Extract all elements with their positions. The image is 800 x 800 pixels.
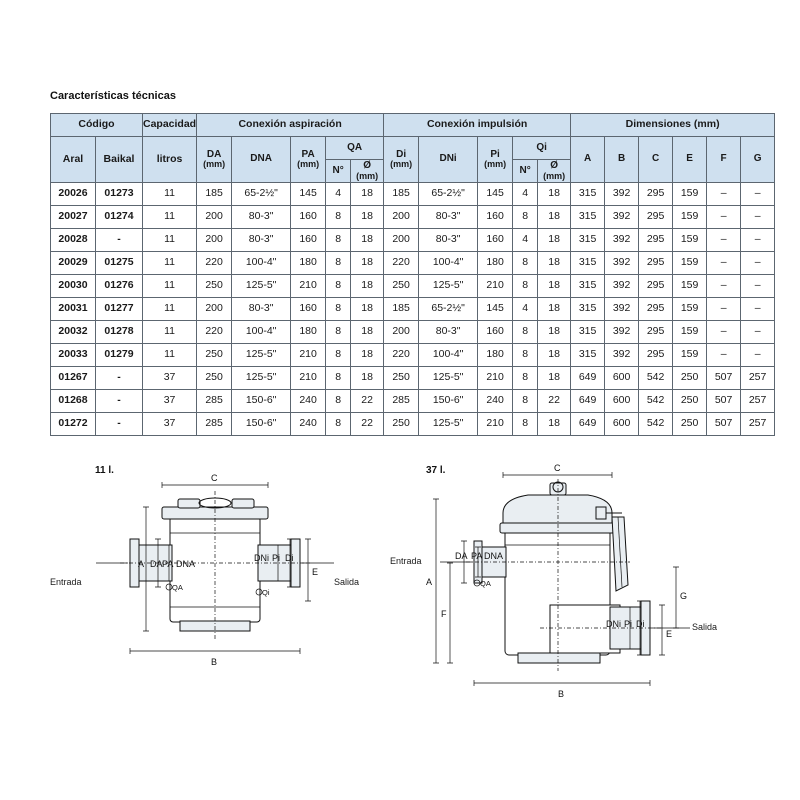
cell-aral: 01272 [51,413,96,436]
cell-dna: 80-3" [232,229,291,252]
cell-g: – [741,252,775,275]
cell-qin: 8 [513,344,538,367]
cell-qao: 22 [351,413,384,436]
cell-b: 392 [605,298,639,321]
figure-11l [50,455,390,685]
cell-b: 600 [605,413,639,436]
cell-qao: 18 [351,367,384,390]
cell-qan: 8 [326,344,351,367]
dim-b-left: B [211,657,218,667]
cell-dna: 80-3" [232,206,291,229]
cell-qin: 8 [513,275,538,298]
cell-b: 392 [605,275,639,298]
table-body [51,183,775,436]
cell-e: 250 [673,390,707,413]
cell-qin: 8 [513,206,538,229]
cell-qin: 8 [513,252,538,275]
cell-e: 250 [673,413,707,436]
header-dim-f: F [707,137,741,183]
cell-baikal: - [96,367,143,390]
cell-f: – [707,344,741,367]
cell-qao: 18 [351,183,384,206]
cell-e: 159 [673,321,707,344]
cell-dna: 150-6" [232,413,291,436]
cell-b: 392 [605,183,639,206]
cell-a: 649 [571,367,605,390]
dim-c-right: C [554,463,561,473]
cell-aral: 20028 [51,229,96,252]
cell-baikal: 01279 [96,344,143,367]
cell-qao: 18 [351,206,384,229]
cell-a: 315 [571,206,605,229]
cell-aral: 20029 [51,252,96,275]
figure-11l-caption: 11 l. [95,465,114,476]
dim-dni-right: DNi [606,619,621,629]
cell-c: 295 [639,183,673,206]
dim-g-right: G [680,591,688,601]
header-di [384,137,419,183]
cell-dna: 100-4" [232,252,291,275]
header-baikal: Baikal [96,137,143,183]
cell-dni: 80-3" [419,321,478,344]
cell-di: 250 [384,413,419,436]
cell-aral: 20032 [51,321,96,344]
figure-37l-caption: 37 l. [426,465,446,476]
dim-e-left: E [312,567,319,577]
cell-g: 257 [741,413,775,436]
cell-litros: 37 [143,390,197,413]
table-row [51,206,775,229]
cell-litros: 11 [143,298,197,321]
cell-dna: 125-5" [232,275,291,298]
cell-pi: 210 [478,275,513,298]
cell-c: 542 [639,390,673,413]
cell-f: 507 [707,390,741,413]
cell-c: 295 [639,252,673,275]
header-qa-diameter [351,160,384,183]
cell-litros: 37 [143,367,197,390]
cell-dni: 80-3" [419,206,478,229]
cell-c: 295 [639,229,673,252]
cell-dni: 125-5" [419,367,478,390]
dim-pa-right: PA [471,551,483,561]
dim-pi-right: Pi [624,619,633,629]
cell-pi: 210 [478,413,513,436]
cell-qao: 18 [351,252,384,275]
cell-qin: 8 [513,390,538,413]
dim-dna-left: DNA [176,559,196,569]
figure-37l [390,455,760,705]
header-conexion-impulsion: Conexión impulsión [384,114,571,137]
cell-pi: 160 [478,229,513,252]
cell-qan: 8 [326,206,351,229]
header-da [197,137,232,183]
cell-pa: 210 [291,275,326,298]
header-codigo: Código [51,114,143,137]
table-row [51,321,775,344]
cell-c: 542 [639,367,673,390]
cell-e: 159 [673,206,707,229]
cell-pi: 240 [478,390,513,413]
header-dni: DNi [419,137,478,183]
header-da-text: DA [206,148,222,160]
header-qa: QA [326,137,384,160]
cell-dni: 65-2½" [419,183,478,206]
cell-da: 250 [197,344,232,367]
table-row [51,275,775,298]
cell-a: 315 [571,298,605,321]
table-row [51,252,775,275]
cell-pi: 160 [478,321,513,344]
cell-g: – [741,298,775,321]
cell-pa: 210 [291,344,326,367]
cell-e: 159 [673,229,707,252]
dim-da-right: DA [455,551,468,561]
cell-qan: 8 [326,275,351,298]
cell-di: 220 [384,344,419,367]
cell-di: 185 [384,183,419,206]
cell-a: 315 [571,344,605,367]
cell-litros: 11 [143,229,197,252]
header-qi: Qi [513,137,571,160]
header-dim-c: C [639,137,673,183]
cell-pa: 160 [291,206,326,229]
cell-a: 315 [571,321,605,344]
dim-a-left: A [138,559,145,569]
cell-pi: 160 [478,206,513,229]
dim-f-right: F [441,609,447,619]
cell-da: 285 [197,390,232,413]
cell-baikal: 01277 [96,298,143,321]
cell-a: 649 [571,390,605,413]
cell-pa: 160 [291,298,326,321]
cell-da: 250 [197,367,232,390]
cell-pa: 240 [291,413,326,436]
cell-dni: 65-2½" [419,298,478,321]
cell-pa: 210 [291,367,326,390]
cell-g: 257 [741,390,775,413]
cell-qio: 18 [538,367,571,390]
figure-37l-inlet-label: Entrada [390,556,422,566]
cell-baikal: 01275 [96,252,143,275]
cell-g: 257 [741,367,775,390]
cell-a: 315 [571,229,605,252]
cell-qio: 18 [538,275,571,298]
figure-11l-inlet-label: Entrada [50,577,82,587]
cell-qin: 8 [513,321,538,344]
header-dimensiones: Dimensiones (mm) [571,114,775,137]
table-row [51,298,775,321]
cell-g: – [741,321,775,344]
cell-aral: 20031 [51,298,96,321]
cell-di: 285 [384,390,419,413]
cell-a: 315 [571,183,605,206]
cell-litros: 11 [143,206,197,229]
cell-g: – [741,206,775,229]
cell-dna: 65-2½" [232,183,291,206]
cell-aral: 01268 [51,390,96,413]
dim-dna-right: DNA [484,551,504,561]
header-qi-diameter-unit: (mm) [543,170,566,181]
header-conexion-aspiracion: Conexión aspiración [197,114,384,137]
cell-f: – [707,206,741,229]
cell-pa: 160 [291,229,326,252]
header-pi-text: Pi [490,148,500,160]
cell-pa: 180 [291,321,326,344]
cell-pi: 180 [478,252,513,275]
cell-litros: 11 [143,252,197,275]
cell-aral: 20027 [51,206,96,229]
cell-e: 159 [673,275,707,298]
table-row [51,390,775,413]
header-pa [291,137,326,183]
cell-b: 392 [605,206,639,229]
table-row [51,413,775,436]
cell-c: 295 [639,344,673,367]
cell-f: – [707,252,741,275]
cell-f: – [707,275,741,298]
cell-baikal: - [96,229,143,252]
cell-qio: 18 [538,298,571,321]
cell-f: 507 [707,413,741,436]
cell-a: 315 [571,275,605,298]
cell-f: 507 [707,367,741,390]
page-title: Características técnicas [50,90,176,102]
technical-specs-table [50,113,775,436]
cell-baikal: 01273 [96,183,143,206]
cell-e: 159 [673,252,707,275]
cell-pi: 145 [478,298,513,321]
cell-dni: 125-5" [419,275,478,298]
figure-37l-outlet-label: Salida [692,622,718,632]
cell-g: – [741,183,775,206]
cell-qao: 18 [351,229,384,252]
header-pa-unit: (mm) [297,159,320,170]
dim-di-left: Di [285,553,294,563]
header-di-text: Di [396,148,407,160]
header-da-unit: (mm) [203,159,226,170]
cell-f: – [707,298,741,321]
cell-qin: 8 [513,367,538,390]
cell-c: 295 [639,275,673,298]
cell-litros: 11 [143,183,197,206]
cell-qan: 8 [326,298,351,321]
cell-pi: 210 [478,367,513,390]
cell-da: 200 [197,206,232,229]
cell-g: – [741,275,775,298]
header-pi-unit: (mm) [484,159,507,170]
cell-b: 392 [605,252,639,275]
dim-pa-left: PA [162,559,174,569]
cell-dni: 100-4" [419,344,478,367]
cell-baikal: 01276 [96,275,143,298]
cell-dni: 100-4" [419,252,478,275]
cell-qao: 22 [351,390,384,413]
cell-baikal: 01274 [96,206,143,229]
cell-qan: 8 [326,321,351,344]
cell-qan: 8 [326,367,351,390]
dim-pi-left: Pi [272,553,281,563]
cell-dna: 125-5" [232,367,291,390]
header-di-unit: (mm) [390,159,413,170]
table-row [51,183,775,206]
cell-qan: 4 [326,183,351,206]
cell-g: – [741,344,775,367]
dim-di-right: Di [636,619,645,629]
header-qa-diameter-text: Ø [363,160,371,172]
cell-e: 159 [673,183,707,206]
dim-qa-right: QA [480,579,491,588]
cell-di: 220 [384,252,419,275]
dim-c-left: C [211,473,218,483]
header-qa-n: N° [326,160,351,183]
header-dim-a: A [571,137,605,183]
dim-dni-left: DNi [254,553,269,563]
figure-11l-outlet-label: Salida [334,577,360,587]
cell-a: 649 [571,413,605,436]
cell-dna: 125-5" [232,344,291,367]
dim-a-right: A [426,577,433,587]
header-qi-diameter [538,160,571,183]
cell-qan: 8 [326,252,351,275]
cell-di: 250 [384,367,419,390]
cell-dna: 100-4" [232,321,291,344]
cell-c: 295 [639,321,673,344]
cell-da: 200 [197,229,232,252]
cell-b: 600 [605,390,639,413]
cell-b: 392 [605,229,639,252]
cell-da: 200 [197,298,232,321]
cell-da: 220 [197,252,232,275]
figure-37l-drawing [400,455,760,705]
dim-e-right: E [666,629,673,639]
cell-qio: 18 [538,344,571,367]
cell-litros: 37 [143,413,197,436]
table-row [51,229,775,252]
table-header-row-groups [51,114,775,137]
cell-qin: 8 [513,413,538,436]
cell-di: 185 [384,298,419,321]
cell-f: – [707,183,741,206]
cell-baikal: - [96,413,143,436]
table-row [51,367,775,390]
cell-qao: 18 [351,298,384,321]
cell-di: 200 [384,229,419,252]
cell-aral: 01267 [51,367,96,390]
cell-qan: 8 [326,229,351,252]
cell-c: 295 [639,298,673,321]
cell-pa: 240 [291,390,326,413]
cell-f: – [707,229,741,252]
cell-qao: 18 [351,275,384,298]
header-dna: DNA [232,137,291,183]
cell-litros: 11 [143,275,197,298]
cell-f: – [707,321,741,344]
cell-da: 220 [197,321,232,344]
cell-e: 159 [673,344,707,367]
cell-dni: 80-3" [419,229,478,252]
cell-dni: 125-5" [419,413,478,436]
cell-aral: 20030 [51,275,96,298]
cell-qio: 18 [538,252,571,275]
cell-qin: 4 [513,229,538,252]
cell-qan: 8 [326,390,351,413]
cell-qao: 18 [351,321,384,344]
header-pa-text: PA [301,148,315,160]
cell-di: 200 [384,321,419,344]
cell-dna: 150-6" [232,390,291,413]
header-dim-e: E [673,137,707,183]
cell-dna: 80-3" [232,298,291,321]
header-qa-diameter-unit: (mm) [356,170,379,181]
cell-dni: 150-6" [419,390,478,413]
cell-b: 600 [605,367,639,390]
header-dim-g: G [741,137,775,183]
dim-b-right: B [558,689,565,699]
cell-b: 392 [605,321,639,344]
cell-c: 542 [639,413,673,436]
cell-g: – [741,229,775,252]
cell-qio: 22 [538,390,571,413]
cell-a: 315 [571,252,605,275]
cell-qio: 18 [538,229,571,252]
table-header-row-sub1 [51,137,775,160]
header-qi-n: N° [513,160,538,183]
cell-pi: 145 [478,183,513,206]
cell-e: 159 [673,298,707,321]
table-row [51,344,775,367]
cell-baikal: - [96,390,143,413]
figure-11l-drawing [50,455,390,685]
cell-da: 285 [197,413,232,436]
cell-di: 250 [384,275,419,298]
cell-qin: 4 [513,183,538,206]
cell-qio: 18 [538,206,571,229]
cell-b: 392 [605,344,639,367]
cell-qan: 8 [326,413,351,436]
header-capacidad: Capacidad [143,114,197,137]
header-dim-b: B [605,137,639,183]
cell-pa: 180 [291,252,326,275]
header-litros: litros [143,137,197,183]
cell-qio: 18 [538,183,571,206]
cell-baikal: 01278 [96,321,143,344]
cell-qin: 4 [513,298,538,321]
cell-qio: 18 [538,321,571,344]
header-aral: Aral [51,137,96,183]
dim-qi-left: Qi [262,588,270,597]
cell-di: 200 [384,206,419,229]
dim-qa-left: QA [172,583,183,592]
cell-da: 185 [197,183,232,206]
header-pi [478,137,513,183]
cell-pa: 145 [291,183,326,206]
dim-da-left: DA [150,559,163,569]
cell-litros: 11 [143,321,197,344]
cell-qio: 18 [538,413,571,436]
cell-e: 250 [673,367,707,390]
cell-aral: 20033 [51,344,96,367]
cell-litros: 11 [143,344,197,367]
cell-c: 295 [639,206,673,229]
cell-aral: 20026 [51,183,96,206]
header-qi-diameter-text: Ø [550,160,558,172]
cell-da: 250 [197,275,232,298]
cell-qao: 18 [351,344,384,367]
table-header [51,114,775,183]
cell-pi: 180 [478,344,513,367]
